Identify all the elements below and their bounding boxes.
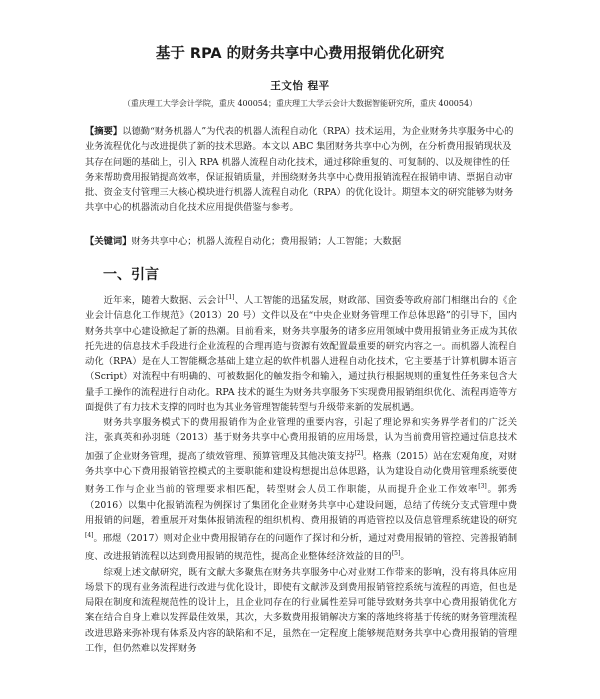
abstract-text: 以德勤“财务机器人”为代表的机器人流程自动化（RPA）技术运用，为企业财务共享服务中心的业务流程优化与改进提供了新的技术思路。本文以 ABC 集团财务共享中心为例，在分析费用报销现状及其存在问题的基础上，引入 RPA 机器人流程自动化技术，通过移除重复的、可复制的、以及规律性的任务来帮助费用报销提高效率，保证报销质量，并围绕财务共享中心费用报销流程在报销申请、票据自动审批、资金支付管理三大核心模块进行机器人流程自动化（RPA）的优化设计。期望本文的研究能够为财务共享中心的机器流动自化技术应用提供借鉴与参考。	[85, 126, 514, 214]
p1-text-a: 近年来，随着大数据、云会计	[103, 295, 226, 307]
keywords-label: 【关键词】	[85, 236, 132, 247]
paper-affiliation: （重庆理工大学会计学院，重庆 400054；重庆理工大学云会计大数据智能研究所，重庆 400054）	[122, 99, 478, 108]
keywords	[85, 233, 517, 247]
p1-text-b: 、人工智能的迅猛发展，财政部、国资委等政府部门相继出台的《企业会计信息化工作规范》（2013）20 号）文件以及在“中央企业财务管理工作总体思路”的引导下，国内财务共享中心建设掀起了新的热潮。目前看来，财务共享服务的诸多应用领域中费用报销业务正成为其依托先进的信息技术手段进行企业流程的合理再造与资源有效配置最重要的研究内容之一。而机器人流程自动化（RPA）是在人工智能概念基础上建立起的软件机器人进程自动化技术，它主要基于计算机脚本语言（Script）对流程中有明确的、可被数据化的触发指令和输入，通过执行根据规则的重复性任务来包含大量手工操作的流程进行自动化。RPA 技术的诞生为财务共享服务下实现费用报销组织优化、流程再造等方面提供了有力技术支撑的同时也为其业务管理智能转型与升级带来新的发展机遇。	[85, 295, 517, 413]
citation-2: [2]	[354, 449, 364, 457]
p2-text-e: 。	[400, 551, 410, 563]
citation-5: [5]	[391, 550, 401, 558]
p2-text-b: 。格燕（2015）站在宏观角度，对财务共享中心下费用报销管控模式的主要职能和建设构想提出总体思路，认为建设自动化费用管理系统要使财务工作与企业当前的管理要求相匹配，转型财会人员工作职能，从而提升企业工作效率	[85, 450, 517, 496]
paragraph-2	[85, 415, 517, 565]
citation-4: [4]	[85, 532, 94, 540]
abstract	[85, 124, 517, 216]
paper-title: 基于 RPA 的财务共享中心费用报销优化研究	[155, 46, 445, 62]
paragraph-3: 综观上述文献研究，既有文献大多聚焦在财务共享服务中心对业财工作带来的影响，没有将具体应用场景下的现有业务流程进行改进与优化设计，即使有文献涉及到费用报销管控系统与流程的再造，但也是局限在制度和流程规范性的设计上，且企业同存在的行业属性差异可能导致财务共享中心费用报销优化方案在结合自身上难以发挥最佳效果，其次，大多数费用报销解决方案的落地终将基于传统的财务管理流程改进思路来弥补现有体系及内容的缺陷和不足，虽然在一定程度上能够规范财务共享中心费用报销的管理工作，但仍然难以发挥财务	[85, 566, 517, 654]
citation-3: [3]	[478, 483, 487, 491]
section-heading: 一、引言	[103, 267, 159, 283]
p2-text-a: 财务共享服务模式下的费用报销作为企业管理的重要内容，引起了理论界和实务界学者们的广泛关注，张真英和孙羽琏（2013）基于财务共享中心费用报销的应用场景，认为当前费用管控通过信息技术加强了企业财务管理，提高了绩效管理、预算管理及其他决策支持	[85, 417, 517, 462]
body-text	[85, 290, 517, 656]
citation-1: [1]	[226, 294, 235, 301]
paper-authors: 王文怡 程平	[270, 80, 330, 92]
paragraph-1	[85, 290, 517, 415]
abstract-label: 【摘要】	[85, 126, 123, 137]
p2-text-d: 。邢煜（2017）则对企业中费用报销存在的问题作了探讨和分析，通过对费用报销的管控、完善报销制度、改进报销流程以达到费用报销的规范性，提高企业整体经济效益的目的	[85, 533, 517, 563]
keywords-text: 财务共享中心；机器人流程自动化；费用报销；人工智能；大数据	[131, 236, 402, 247]
p2-text-c: 。郭秀（2016）以集中化报销流程为例探讨了集团化企业财务共享中心建设问题，总结了传统分支式管理中费用报销的问题，着重展开对集体报销流程的组织机构、费用报销的再造管控以及信息管理系统建设的研究	[85, 484, 517, 526]
